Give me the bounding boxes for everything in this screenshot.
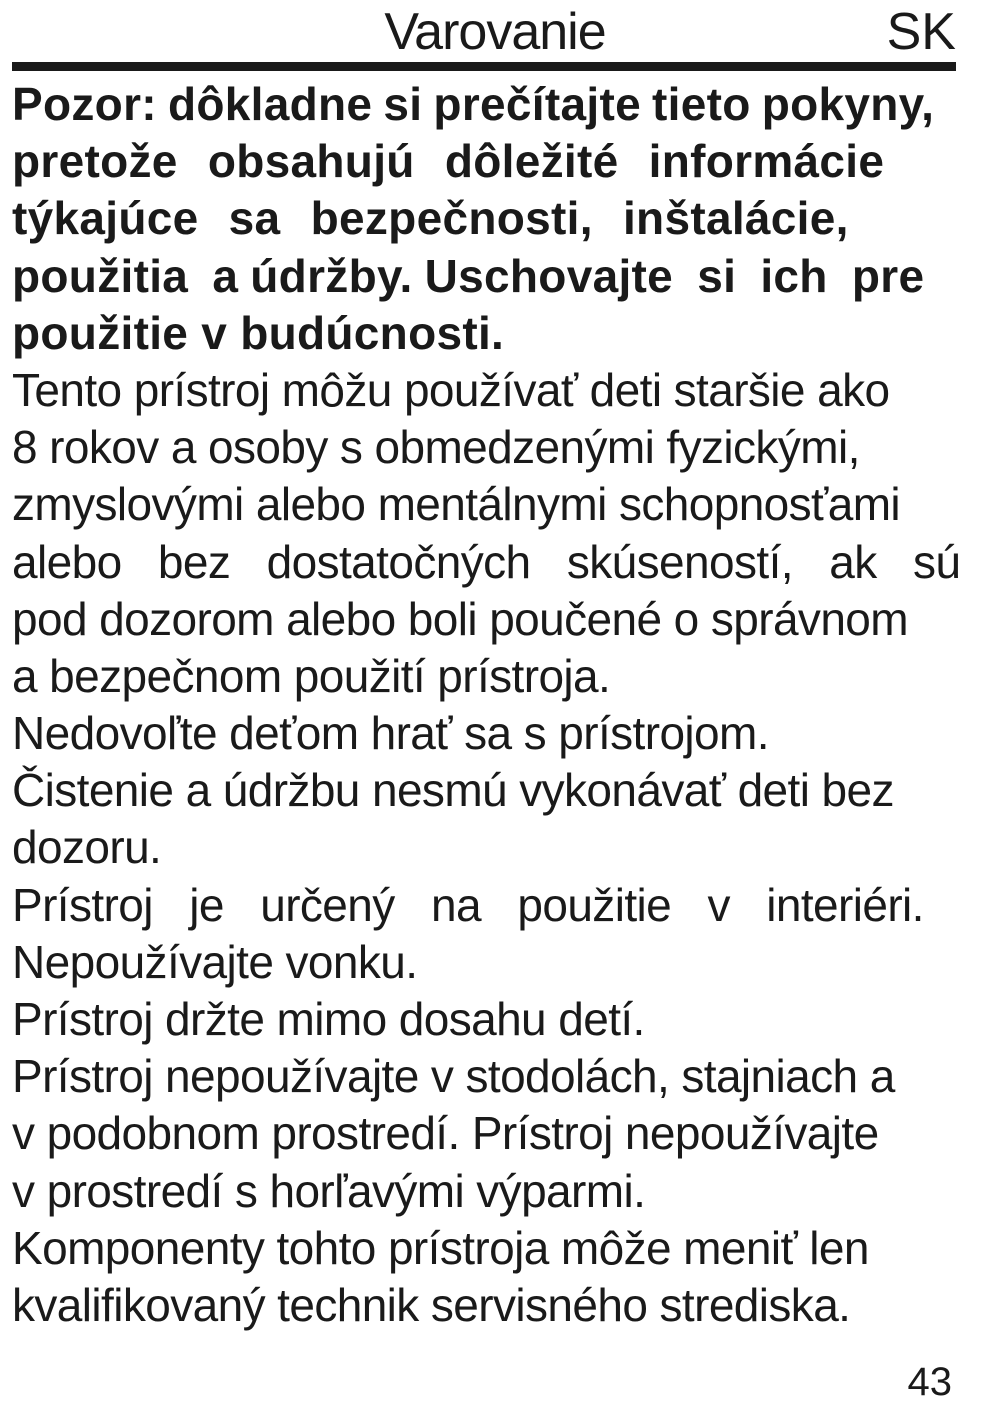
body-line: zmyslovými alebo mentálnymi schopnosťami (12, 478, 901, 531)
header-rule (12, 62, 956, 71)
warning-intro (12, 76, 972, 362)
warning-line: týkajúce sa bezpečnosti, inštalácie, (12, 192, 849, 245)
warning-line: Pozor: dôkladne si prečítajte tieto pokyny, (12, 78, 935, 130)
body-line: pod dozorom alebo boli poučené o správnom (12, 592, 909, 645)
warning-line: použitie v budúcnosti. (12, 306, 505, 359)
document-body (12, 76, 972, 1334)
page-title: Varovanie (384, 3, 606, 61)
warning-line: použitia a údržby. Uschovajte si ich pre (12, 249, 925, 302)
body-line: dozoru. (12, 821, 162, 874)
body-line: Nedovoľte deťom hrať sa s prístrojom. (12, 707, 769, 760)
body-line: kvalifikovaný technik servisného strediska. (12, 1278, 851, 1331)
body-line: Prístroj je určený na použitie v interiéri. (12, 878, 924, 931)
body-line: Čistenie a údržbu nesmú vykonávať deti bez (12, 764, 894, 817)
warning-line: pretože obsahujú dôležité informácie (12, 135, 885, 188)
page-number: 43 (907, 1360, 952, 1404)
safety-instructions (12, 362, 972, 1334)
page-header (12, 0, 956, 60)
body-line: Nepoužívajte vonku. (12, 935, 418, 988)
body-line: 8 rokov a osoby s obmedzenými fyzickými, (12, 421, 860, 474)
body-line: Prístroj nepoužívajte v stodolách, stajniach a (12, 1050, 895, 1103)
body-line: v prostredí s horľavými výparmi. (12, 1164, 646, 1217)
body-line: v podobnom prostredí. Prístroj nepoužívajte (12, 1107, 879, 1160)
body-line: a bezpečnom použití prístroja. (12, 649, 611, 702)
body-line: alebo bez dostatočných skúseností, ak sú (12, 535, 961, 588)
body-line: Prístroj držte mimo dosahu detí. (12, 993, 645, 1045)
body-line: Tento prístroj môžu používať deti staršie ako (12, 363, 890, 416)
language-code: SK (886, 3, 956, 61)
body-line: Komponenty tohto prístroja môže meniť len (12, 1221, 869, 1274)
